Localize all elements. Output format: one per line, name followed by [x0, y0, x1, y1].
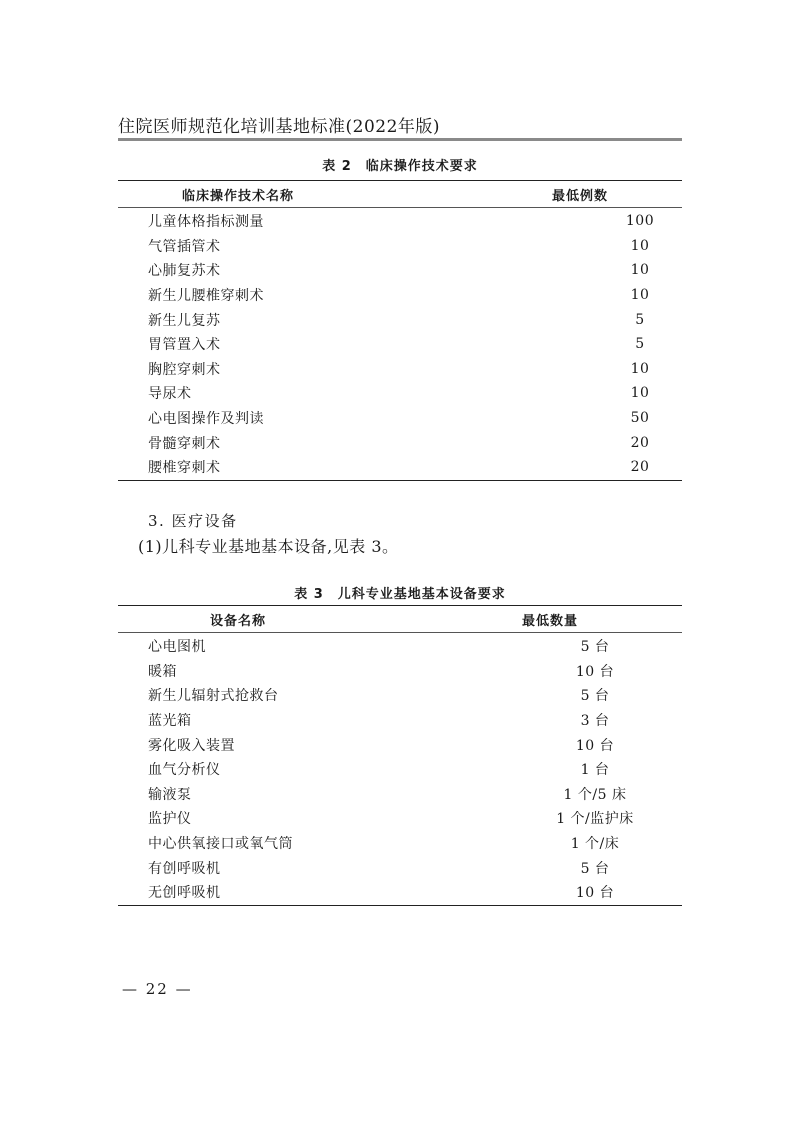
- table-cell-value: 1 个/5 床: [563, 786, 627, 803]
- table-row: [118, 880, 682, 905]
- header-rule: [118, 138, 682, 141]
- table-row: [118, 806, 682, 831]
- table-row: [118, 381, 682, 406]
- table-cell-name: 蓝光箱: [148, 713, 192, 730]
- table-row: [118, 633, 682, 659]
- table-cell-name: 有创呼吸机: [148, 860, 221, 877]
- table2-col-name: 临床操作技术名称: [118, 181, 358, 208]
- table-row: [118, 708, 682, 733]
- table-cell-name: 无创呼吸机: [118, 880, 358, 905]
- table-cell-name: 新生儿辐射式抢救台: [148, 688, 279, 705]
- table-row: [118, 332, 682, 357]
- table-row: [118, 283, 682, 308]
- table-cell-name: 暖箱: [148, 663, 177, 680]
- table-row: [118, 732, 682, 757]
- table2-caption-number: 表 2: [322, 159, 352, 174]
- table3-caption-number: 表 3: [294, 587, 324, 602]
- table-cell-value: 5: [635, 336, 645, 353]
- table-row: [118, 357, 682, 382]
- table-cell-value: 20: [630, 434, 650, 451]
- table-cell-value: 50: [630, 410, 650, 427]
- table-cell-name: 血气分析仪: [148, 762, 221, 779]
- section-heading: 3. 医疗设备: [148, 512, 238, 530]
- table-row: [118, 455, 682, 480]
- table-cell-value: 5 台: [580, 639, 610, 656]
- table-cell-name: 腰椎穿刺术: [118, 455, 358, 480]
- table-cell-value: 10: [630, 287, 650, 304]
- table-row: [118, 258, 682, 283]
- table-cell-value: 10: [630, 385, 650, 402]
- table-cell-name: 新生儿腰椎穿刺术: [148, 288, 264, 305]
- table-row: [118, 831, 682, 856]
- table-cell-value: 3 台: [580, 713, 610, 730]
- table3-caption-title: 儿科专业基地基本设备要求: [337, 587, 506, 602]
- table-cell-name: 心电图操作及判读: [148, 411, 264, 428]
- table3-caption: [0, 583, 800, 602]
- table-cell-value: 10: [630, 262, 650, 279]
- table-cell-value: 1 个/监护床: [556, 811, 634, 828]
- table-row: [118, 234, 682, 259]
- body-paragraph: (1)儿科专业基地基本设备,见表 3。: [138, 537, 399, 556]
- table-cell-value: 100: [625, 213, 655, 230]
- table-row: [118, 683, 682, 708]
- table-cell-value: 5 台: [580, 688, 610, 705]
- table-cell-name: 心电图机: [148, 639, 206, 656]
- table-cell-value: 10 台: [575, 737, 615, 754]
- table-cell-value: 1 个/床: [570, 836, 620, 853]
- table-cell-name: 气管插管术: [148, 238, 221, 255]
- table-row: [118, 757, 682, 782]
- table-header-row: [118, 606, 682, 633]
- table-cell-value: 10 台: [358, 880, 682, 905]
- page-number: — 22 —: [122, 980, 193, 998]
- table2: [118, 180, 682, 481]
- table-row: [118, 855, 682, 880]
- table-cell-value: 10 台: [575, 663, 615, 680]
- table-row: [118, 406, 682, 431]
- table2-caption: [0, 155, 800, 174]
- table-cell-name: 监护仪: [148, 811, 192, 828]
- table-cell-name: 新生儿复苏: [148, 312, 221, 329]
- table2-col-count: 最低例数: [358, 181, 682, 208]
- table2-caption-title: 临床操作技术要求: [365, 159, 478, 174]
- table-cell-name: 胃管置入术: [148, 337, 221, 354]
- table-header-row: [118, 181, 682, 208]
- table-row: [118, 659, 682, 684]
- table-cell-name: 骨髓穿刺术: [148, 435, 221, 452]
- table3-col-name: 设备名称: [118, 606, 358, 633]
- table3-col-quantity: 最低数量: [358, 606, 682, 633]
- table-cell-value: 1 台: [580, 762, 610, 779]
- running-header: 住院医师规范化培训基地标准(2022年版): [118, 117, 441, 137]
- table-cell-value: 10: [630, 360, 650, 377]
- table-cell-name: 雾化吸入装置: [148, 737, 235, 754]
- table3: [118, 605, 682, 906]
- table-cell-name: 儿童体格指标测量: [148, 214, 264, 231]
- table-cell-name: 导尿术: [148, 386, 192, 403]
- table-row: [118, 782, 682, 807]
- table-row: [118, 430, 682, 455]
- table-cell-name: 中心供氧接口或氧气筒: [148, 836, 293, 853]
- table-cell-value: 20: [358, 455, 682, 480]
- table-cell-value: 5 台: [580, 860, 610, 877]
- table-row: [118, 307, 682, 332]
- table-cell-value: 10: [630, 237, 650, 254]
- table-cell-name: 心肺复苏术: [148, 263, 221, 280]
- table-cell-value: 5: [635, 311, 645, 328]
- table-row: [118, 208, 682, 234]
- table-cell-name: 胸腔穿刺术: [148, 361, 221, 378]
- table-cell-name: 输液泵: [148, 786, 192, 803]
